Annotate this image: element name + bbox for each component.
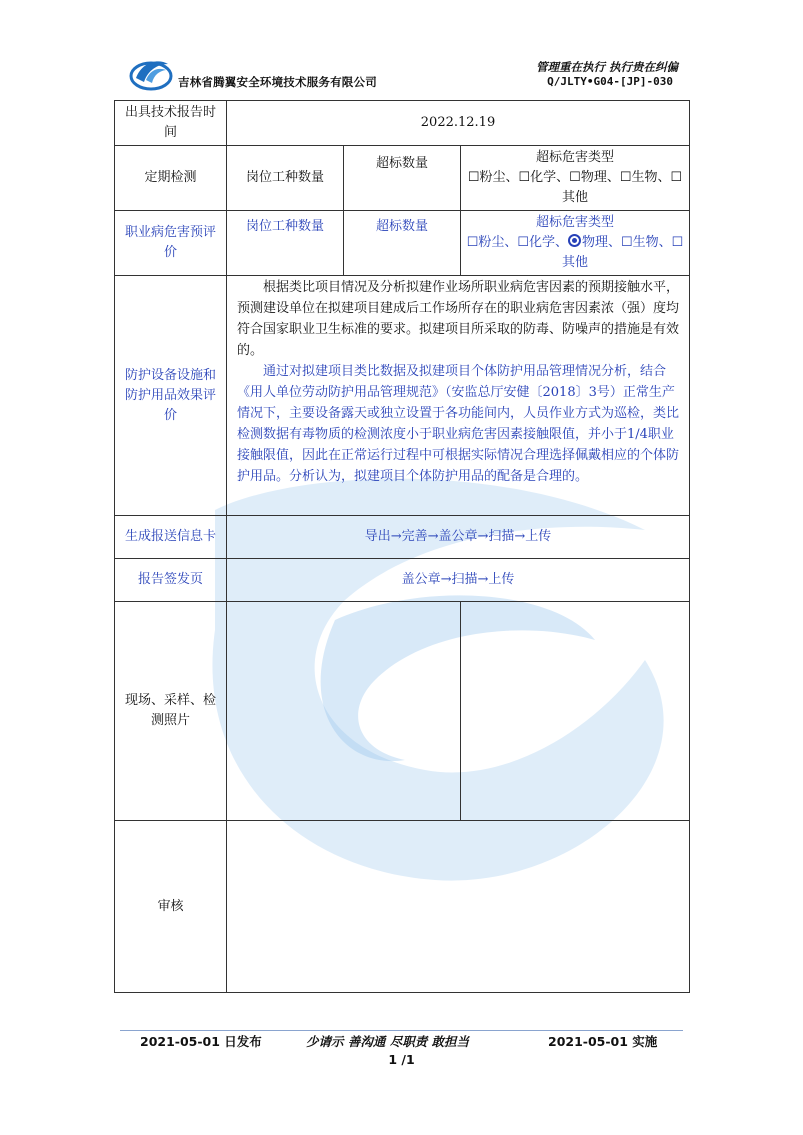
review-label: 审核 (115, 821, 227, 993)
periodic-hazard-options: ☐粉尘、☐化学、☐物理、☐生物、☐其他 (467, 170, 683, 205)
header-motto: 管理重在执行 执行贵在纠偏 (535, 60, 678, 74)
review-content (227, 821, 690, 993)
report-time-value: 2022.12.19 (227, 101, 690, 146)
table-row (115, 821, 690, 993)
table-row (115, 516, 690, 559)
pre-eval-hazard-title: 超标危害类型 (535, 215, 614, 230)
table-row (115, 101, 690, 146)
pre-eval-hazard-options-b: 物理、☐生物、☐其他 (561, 235, 684, 270)
table-row (115, 602, 690, 821)
table-row (115, 146, 690, 211)
protection-paragraph-1: 根据类比项目情况及分析拟建作业场所职业病危害因素的预期接触水平，预测建设单位在拟建项目建成后工作场所存在的职业病危害因素浓（强）度均符合国家职业卫生标准的要求。拟建项目所采取的防毒、防噪声的措施是有效的。 (237, 280, 680, 358)
info-card-label: 生成报送信息卡 (115, 516, 227, 559)
pre-eval-hazard-cell (461, 211, 690, 276)
report-time-label: 出具技术报告时间 (115, 101, 227, 146)
photo-slot-left (227, 602, 461, 821)
periodic-label: 定期检测 (115, 146, 227, 211)
periodic-post-count: 岗位工种数量 (227, 146, 344, 211)
footer-divider (120, 1030, 683, 1031)
footer-publish-date: 2021-05-01 日发布 (140, 1034, 262, 1049)
document-number: Q/JLTY•G04-[JP]-030 (547, 75, 673, 88)
photo-slot-right (461, 602, 690, 821)
info-card-steps: 导出→完善→盖公章→扫描→上传 (227, 516, 690, 559)
footer-effective-date: 2021-05-01 实施 (548, 1034, 658, 1049)
radio-selected-icon (568, 234, 581, 247)
pre-eval-hazard-options (465, 233, 685, 273)
protection-content (227, 276, 690, 516)
protection-label: 防护设备设施和防护用品效果评价 (115, 276, 227, 516)
table-row (115, 559, 690, 602)
pre-eval-hazard-options-a: ☐粉尘、☐化学、 (466, 235, 568, 250)
periodic-hazard-title: 超标危害类型 (535, 150, 614, 165)
table-row (115, 211, 690, 276)
protection-paragraph-2: 通过对拟建项目类比数据及拟建项目个体防护用品管理情况分析，结合《用人单位劳动防护用品管理规范》（安监总厅安健〔2018〕3号）正常生产情况下，主要设备露天或独立设置于各功能间内，人员作业方式为巡检，类比检测数据有毒物质的检测浓度小于职业病危害因素接触限值，并小于1/4职业接触限值，因此在正常运行过程中可根据实际情况合理选择佩戴相应的个体防护用品。分析认为，拟建项目个体防护用品的配备是合理的。 (237, 364, 680, 484)
report-table (114, 100, 690, 993)
company-name: 吉林省腾翼安全环境技术服务有限公司 (178, 75, 377, 89)
issue-page-steps: 盖公章→扫描→上传 (227, 559, 690, 602)
periodic-exceed-count: 超标数量 (344, 146, 461, 211)
table-row (115, 276, 690, 516)
pre-eval-exceed-count: 超标数量 (344, 211, 461, 276)
page-number: 1 /1 (388, 1052, 415, 1067)
pre-eval-label: 职业病危害预评价 (115, 211, 227, 276)
photos-label: 现场、采样、检测照片 (115, 602, 227, 821)
company-logo-icon (128, 52, 174, 92)
pre-eval-post-count: 岗位工种数量 (227, 211, 344, 276)
page-header (0, 0, 803, 100)
issue-page-label: 报告签发页 (115, 559, 227, 602)
periodic-hazard-cell (461, 146, 690, 211)
footer-slogan: 少请示 善沟通 尽职责 敢担当 (306, 1034, 470, 1049)
